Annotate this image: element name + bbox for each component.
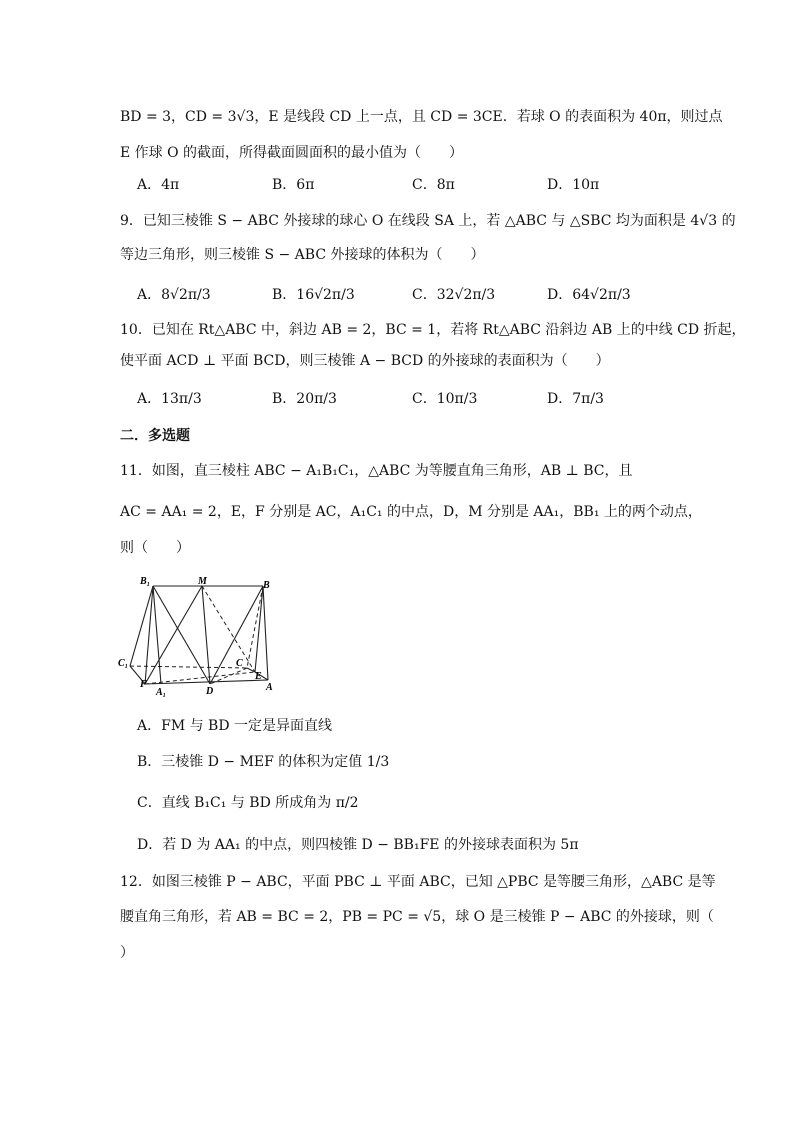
q9-options — [137, 284, 657, 312]
q8-option-d: D．10π — [547, 177, 600, 193]
q10-line2: 使平面 ACD ⊥ 平面 BCD，则三棱锥 A − BCD 的外接球的表面积为（ ） — [120, 353, 610, 369]
label-e: E — [255, 671, 262, 682]
q9-option-d: D．64√2π/3 — [547, 287, 631, 303]
label-b1: B₁ — [140, 576, 151, 587]
label-c1: C₁ — [118, 658, 129, 669]
label-d: D — [206, 686, 214, 697]
q10-line1: 10．已知在 Rt△ABC 中，斜边 AB = 2，BC = 1，若将 Rt△ABC 沿斜边 AB 上的中线 CD 折起， — [120, 322, 746, 338]
label-a: A — [266, 682, 273, 693]
q11-line1: 11．如图，直三棱柱 ABC − A₁B₁C₁，△ABC 为等腰直角三角形，AB ⊥ BC，且 — [120, 463, 633, 479]
q10-option-b: B．20π/3 — [272, 391, 337, 407]
q8-options — [137, 174, 657, 202]
q11-option-c: C．直线 B₁C₁ 与 BD 所成角为 π/2 — [137, 795, 359, 811]
q12-line2: 腰直角三角形，若 AB = BC = 2，PB = PC = √5，球 O 是三棱锥 P − ABC 的外接球，则（ — [120, 909, 714, 925]
q11-option-d: D．若 D 为 AA₁ 的中点，则四棱锥 D − BB₁FE 的外接球表面积为 5π — [137, 837, 579, 853]
q10-option-a: A．13π/3 — [137, 391, 202, 407]
q9-option-b: B．16√2π/3 — [272, 287, 355, 303]
prism-figure — [118, 574, 278, 698]
q8-option-a: A．4π — [137, 177, 180, 193]
q9-line1: 9．已知三棱锥 S − ABC 外接球的球心 O 在线段 SA 上，若 △ABC 与 △SBC 均为面积是 4√3 的 — [120, 213, 736, 229]
label-a1: A₁ — [156, 687, 167, 698]
q8-option-b: B．6π — [272, 177, 315, 193]
q11-line3: 则（ ） — [120, 540, 190, 556]
q9-line2: 等边三角形，则三棱锥 S − ABC 外接球的体积为（ ） — [120, 247, 485, 263]
q11-line2: AC = AA₁ = 2，E，F 分别是 AC，A₁C₁ 的中点，D，M 分别是 AA₁，BB₁ 上的两个动点， — [120, 504, 702, 520]
q8-line1: BD = 3，CD = 3√3，E 是线段 CD 上一点，且 CD = 3CE．若球 O 的表面积为 40π，则过点 — [120, 109, 723, 125]
q12-line1: 12．如图三棱锥 P − ABC，平面 PBC ⊥ 平面 ABC，已知 △PBC 是等腰三角形，△ABC 是等 — [120, 874, 716, 890]
q8-line2: E 作球 O 的截面，所得截面圆面积的最小值为（ ） — [120, 145, 464, 161]
section-heading-multi-choice: 二．多选题 — [120, 428, 190, 444]
q11-option-a: A．FM 与 BD 一定是异面直线 — [137, 718, 333, 734]
q10-options — [137, 388, 657, 416]
label-b: B — [263, 580, 270, 591]
q10-option-d: D．7π/3 — [547, 391, 604, 407]
label-c: C — [236, 658, 243, 669]
label-f: F — [140, 679, 147, 690]
q11-option-b: B．三棱锥 D − MEF 的体积为定值 1/3 — [137, 754, 390, 770]
q9-option-a: A．8√2π/3 — [137, 287, 211, 303]
label-m: M — [198, 576, 207, 587]
q8-option-c: C．8π — [412, 177, 455, 193]
q10-option-c: C．10π/3 — [412, 391, 478, 407]
q12-line3: ） — [120, 945, 134, 961]
q9-option-c: C．32√2π/3 — [412, 287, 496, 303]
